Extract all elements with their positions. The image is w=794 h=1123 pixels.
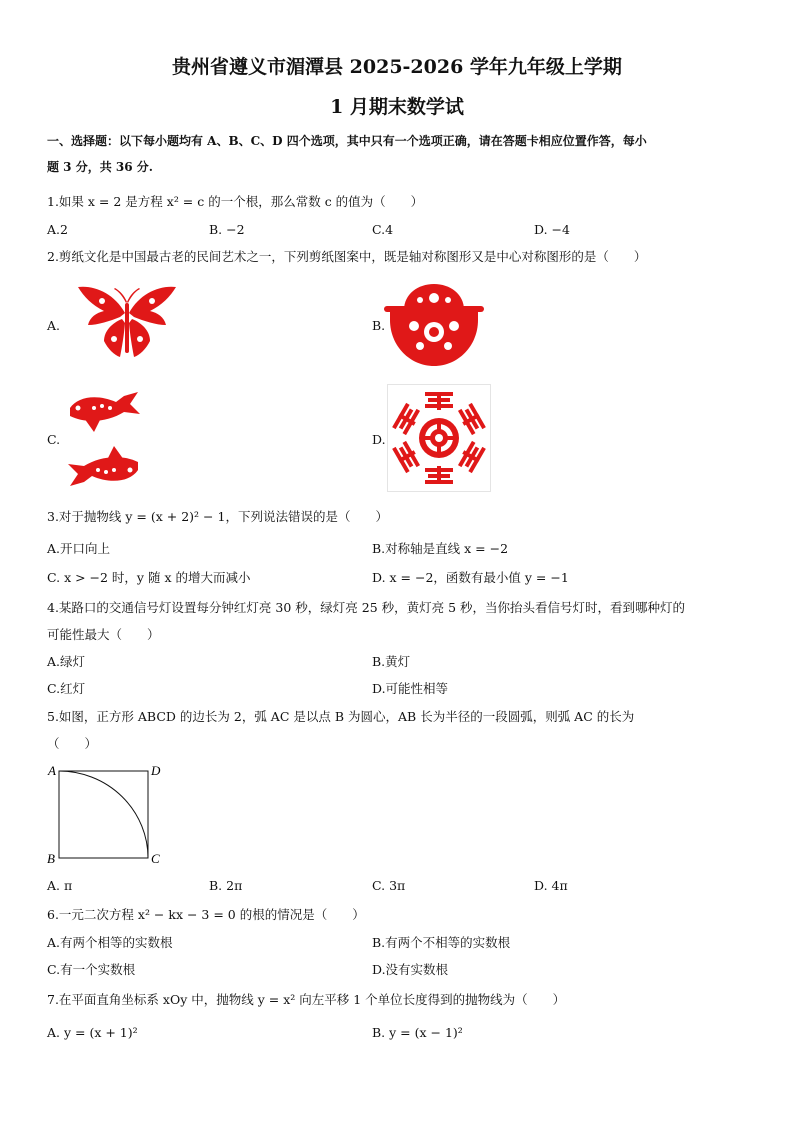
exam-title-line2: 1 月期末数学试 bbox=[330, 96, 464, 118]
section-instruction-line2: 题 3 分，共 36 分. bbox=[47, 160, 153, 174]
vertex-label-a: A bbox=[48, 763, 56, 778]
q4-option-c: C.红灯 bbox=[47, 681, 86, 696]
q4-stem-line2: 可能性最大（ ） bbox=[47, 627, 160, 642]
q3-option-c: C. x > −2 时，y 随 x 的增大而减小 bbox=[47, 570, 251, 585]
q7-stem: 7.在平面直角坐标系 xOy 中，抛物线 y = x² 向左平移 1 个单位长度得到的抛物线为（ ） bbox=[47, 992, 566, 1007]
q4-stem-line1: 4.某路口的交通信号灯设置每分钟红灯亮 30 秒，绿灯亮 25 秒，黄灯亮 5 秒，当你抬头看信号灯时，看到哪种灯的 bbox=[47, 600, 686, 615]
q1-option-a: A.2 bbox=[47, 222, 68, 237]
floral-papercut-image bbox=[384, 280, 484, 370]
q6-stem: 6.一元二次方程 x² − kx − 3 = 0 的根的情况是（ ） bbox=[47, 907, 365, 922]
q1-option-b: B. −2 bbox=[209, 222, 245, 237]
q3-option-a: A.开口向上 bbox=[47, 541, 111, 556]
hexagonal-papercut-image bbox=[387, 384, 491, 492]
q5-option-b: B. 2π bbox=[209, 878, 243, 893]
q3-option-b: B.对称轴是直线 x = −2 bbox=[372, 541, 509, 556]
vertex-label-b: B bbox=[47, 851, 55, 866]
q7-option-b: B. y = (x − 1)² bbox=[372, 1025, 463, 1040]
q2-option-b: B. bbox=[372, 318, 386, 333]
q6-option-c: C.有一个实数根 bbox=[47, 962, 136, 977]
q1-option-d: D. −4 bbox=[534, 222, 570, 237]
exam-title-line1: 贵州省遵义市湄潭县 2025-2026 学年九年级上学期 bbox=[172, 56, 622, 78]
q5-stem-line1: 5.如图，正方形 ABCD 的边长为 2，弧 AC 是以点 B 为圆心，AB 长为半径的一段圆弧，则弧 AC 的长为 bbox=[47, 709, 635, 724]
q1-option-c: C.4 bbox=[372, 222, 394, 237]
q4-option-b: B.黄灯 bbox=[372, 654, 411, 669]
q4-option-d: D.可能性相等 bbox=[372, 681, 449, 696]
q2-stem: 2.剪纸文化是中国最古老的民间艺术之一，下列剪纸图案中，既是轴对称图形又是中心对称图形的是（ ） bbox=[47, 249, 647, 264]
q2-option-c: C. bbox=[47, 432, 61, 447]
q2-option-d: D. bbox=[372, 432, 386, 447]
vertex-label-c: C bbox=[151, 851, 160, 866]
q2-option-a: A. bbox=[47, 318, 61, 333]
q5-stem-line2: （ ） bbox=[47, 736, 98, 751]
butterfly-papercut-image bbox=[74, 283, 180, 363]
section-instruction-line1: 一、选择题：以下每小题均有 A、B、C、D 四个选项，其中只有一个选项正确，请在答题卡相应位置作答，每小 bbox=[47, 134, 647, 148]
q3-option-d: D. x = −2，函数有最小值 y = −1 bbox=[372, 570, 569, 585]
q7-option-a: A. y = (x + 1)² bbox=[47, 1025, 138, 1040]
vertex-label-d: D bbox=[151, 763, 161, 778]
q6-option-a: A.有两个相等的实数根 bbox=[47, 935, 173, 950]
q5-option-d: D. 4π bbox=[534, 878, 568, 893]
fish-papercut-image bbox=[64, 388, 144, 490]
q4-option-a: A.绿灯 bbox=[47, 654, 86, 669]
square-arc-figure bbox=[44, 760, 168, 868]
q6-option-d: D.没有实数根 bbox=[372, 962, 449, 977]
q3-stem: 3.对于抛物线 y = (x + 2)² − 1，下列说法错误的是（ ） bbox=[47, 509, 388, 524]
q5-option-c: C. 3π bbox=[372, 878, 406, 893]
q5-option-a: A. π bbox=[47, 878, 73, 893]
q1-stem: 1.如果 x = 2 是方程 x² = c 的一个根，那么常数 c 的值为（ ） bbox=[47, 194, 424, 209]
q6-option-b: B.有两个不相等的实数根 bbox=[372, 935, 511, 950]
